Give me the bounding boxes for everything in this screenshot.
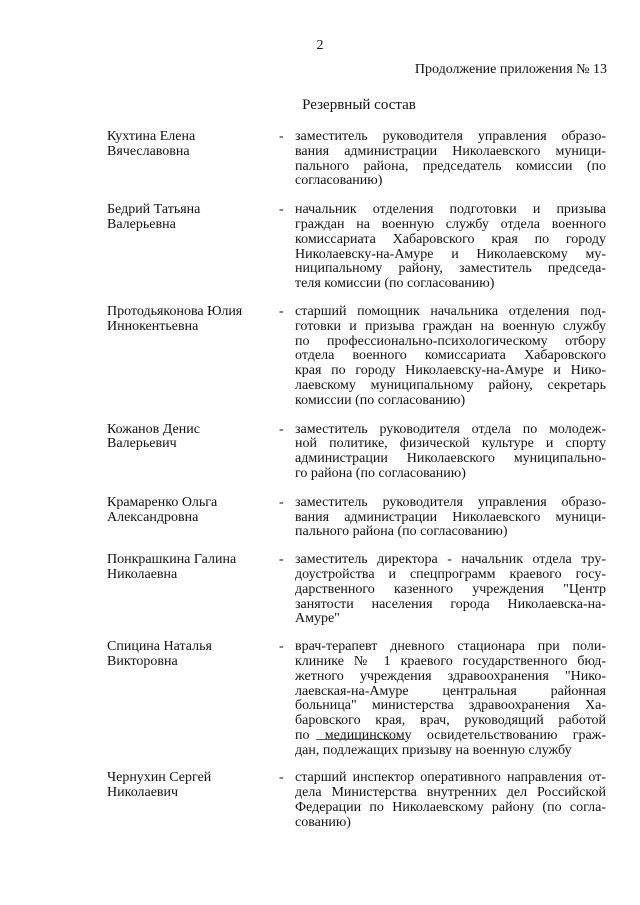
member-role-line: Федерации по Николаевскому району (по согла- bbox=[295, 800, 606, 816]
member-role bbox=[295, 771, 606, 830]
member-role-line: Николаевску-на-Амуре и Николаевскому му- bbox=[295, 246, 606, 262]
member-row bbox=[107, 496, 607, 540]
member-role bbox=[295, 640, 606, 758]
member-role-line: начальник отделения подготовки и призыва bbox=[295, 202, 606, 218]
member-name: Спицина Наталья Викторовна bbox=[107, 639, 212, 669]
member-role-line: сованию) bbox=[295, 814, 351, 830]
member-role bbox=[295, 423, 606, 482]
member-row bbox=[107, 640, 607, 758]
member-role-line: больница" министерства здравоохранения Ха- bbox=[295, 698, 606, 714]
member-role-line: занятости населения города Николаевска-на- bbox=[295, 596, 606, 612]
member-role-line: отдела военного комиссариата Хабаровского bbox=[295, 348, 606, 364]
member-dash: - bbox=[279, 129, 284, 144]
member-role-line: клинике № 1 краевого государственного бюд- bbox=[295, 653, 606, 669]
member-role-line: по профессионально-психологическому отбору bbox=[295, 333, 606, 349]
member-role-line: заместитель руководителя управления образо- bbox=[295, 129, 606, 144]
member-role-line: края по городу Николаевску-на-Амуре и Нико- bbox=[295, 363, 606, 379]
member-role bbox=[295, 130, 606, 189]
member-role-line: готовки и призыва граждан на военную службу bbox=[295, 318, 606, 334]
member-role bbox=[295, 203, 606, 292]
member-role-line: вания администрации Николаевского муници- bbox=[295, 509, 606, 525]
member-role bbox=[295, 496, 606, 540]
member-dash: - bbox=[279, 421, 284, 437]
member-role-line: лаевскому муниципальному району, секретарь bbox=[295, 377, 606, 393]
member-role-line: старший помощник начальника отделения под- bbox=[295, 303, 606, 319]
member-role-line: администрации Николаевского муниципально- bbox=[295, 451, 606, 467]
member-role-line: комиссии (по согласованию) bbox=[295, 392, 466, 408]
member-row bbox=[107, 423, 607, 482]
member-name: Бедрий Татьяна Валерьевна bbox=[107, 202, 201, 232]
member-role-line: баровского края, врач, руководящий работой bbox=[295, 713, 606, 729]
member-role bbox=[295, 553, 606, 627]
member-role-line: ной политике, физической культуре и спорту bbox=[295, 436, 606, 452]
member-role-line: пального района, председатель комиссии (по bbox=[295, 158, 606, 174]
member-row bbox=[107, 305, 607, 409]
member-role-line: дарственного казенного учреждения "Центр bbox=[295, 581, 606, 597]
member-role-line: ниципальному району, заместитель председа- bbox=[295, 261, 606, 277]
member-role-line: старший инспектор оперативного направления от- bbox=[295, 770, 606, 786]
member-role-line: го района (по согласованию) bbox=[295, 465, 466, 481]
member-role-line: граждан на военную службу отдела военного bbox=[295, 216, 606, 232]
member-row bbox=[107, 771, 607, 830]
member-role-line: дан, подлежащих призыву на военную службу bbox=[295, 742, 572, 758]
member-role-line: врач-терапевт дневного стационара при поли- bbox=[295, 639, 606, 655]
member-role-line: лаевская-на-Амуре центральная районная bbox=[295, 683, 606, 699]
member-role-line: заместитель директора - начальник отдела тру- bbox=[295, 552, 606, 568]
member-dash: - bbox=[279, 202, 284, 218]
member-role-line: жетного учреждения здравоохранения "Нико- bbox=[295, 668, 606, 684]
member-dash: - bbox=[279, 770, 284, 786]
member-name: Кухтина Елена Вячеславовна bbox=[107, 129, 196, 159]
member-row bbox=[107, 553, 607, 627]
member-role-line: комиссариата Хабаровского края по городу bbox=[295, 231, 606, 247]
member-name: Понкрашкина Галина Николаевна bbox=[107, 552, 237, 582]
appendix-label: Продолжение приложения № 13 bbox=[414, 62, 607, 77]
member-role-line: Амуре" bbox=[295, 611, 340, 627]
member-role-line: вания администрации Николаевского муници- bbox=[295, 143, 606, 159]
member-dash: - bbox=[279, 303, 284, 319]
member-row bbox=[107, 203, 607, 292]
member-role bbox=[295, 305, 606, 409]
member-role-line: доустройства и спецпрограмм краевого госу- bbox=[295, 566, 606, 582]
member-name: Протодьяконова Юлия Иннокентьевна bbox=[107, 303, 243, 334]
member-role-line: заместитель руководителя отдела по молодеж- bbox=[295, 421, 606, 437]
member-dash: - bbox=[279, 494, 284, 510]
member-role-line: согласованию) bbox=[295, 173, 383, 189]
section-title: Резервный состав bbox=[302, 97, 416, 113]
member-dash: - bbox=[279, 552, 284, 568]
member-row bbox=[107, 130, 607, 189]
page-number: 2 bbox=[316, 38, 324, 53]
member-role-line: заместитель руководителя управления образо- bbox=[295, 494, 606, 510]
footer-divider bbox=[316, 739, 405, 740]
member-dash: - bbox=[279, 639, 284, 655]
member-name: Чернухин Сергей Николаевич bbox=[107, 770, 212, 801]
member-role-line: теля комиссии (по согласованию) bbox=[295, 276, 495, 292]
member-role-line: пального района (по согласованию) bbox=[295, 524, 508, 540]
member-name: Крамаренко Ольга Александровна bbox=[107, 494, 218, 525]
member-role-line: дела Министерства внутренних дел Российской bbox=[295, 785, 606, 801]
members-list bbox=[107, 130, 607, 831]
member-name: Кожанов Денис Валерьевич bbox=[107, 421, 200, 452]
member-role-line: по медицинскому освидетельствованию граж- bbox=[295, 727, 606, 743]
